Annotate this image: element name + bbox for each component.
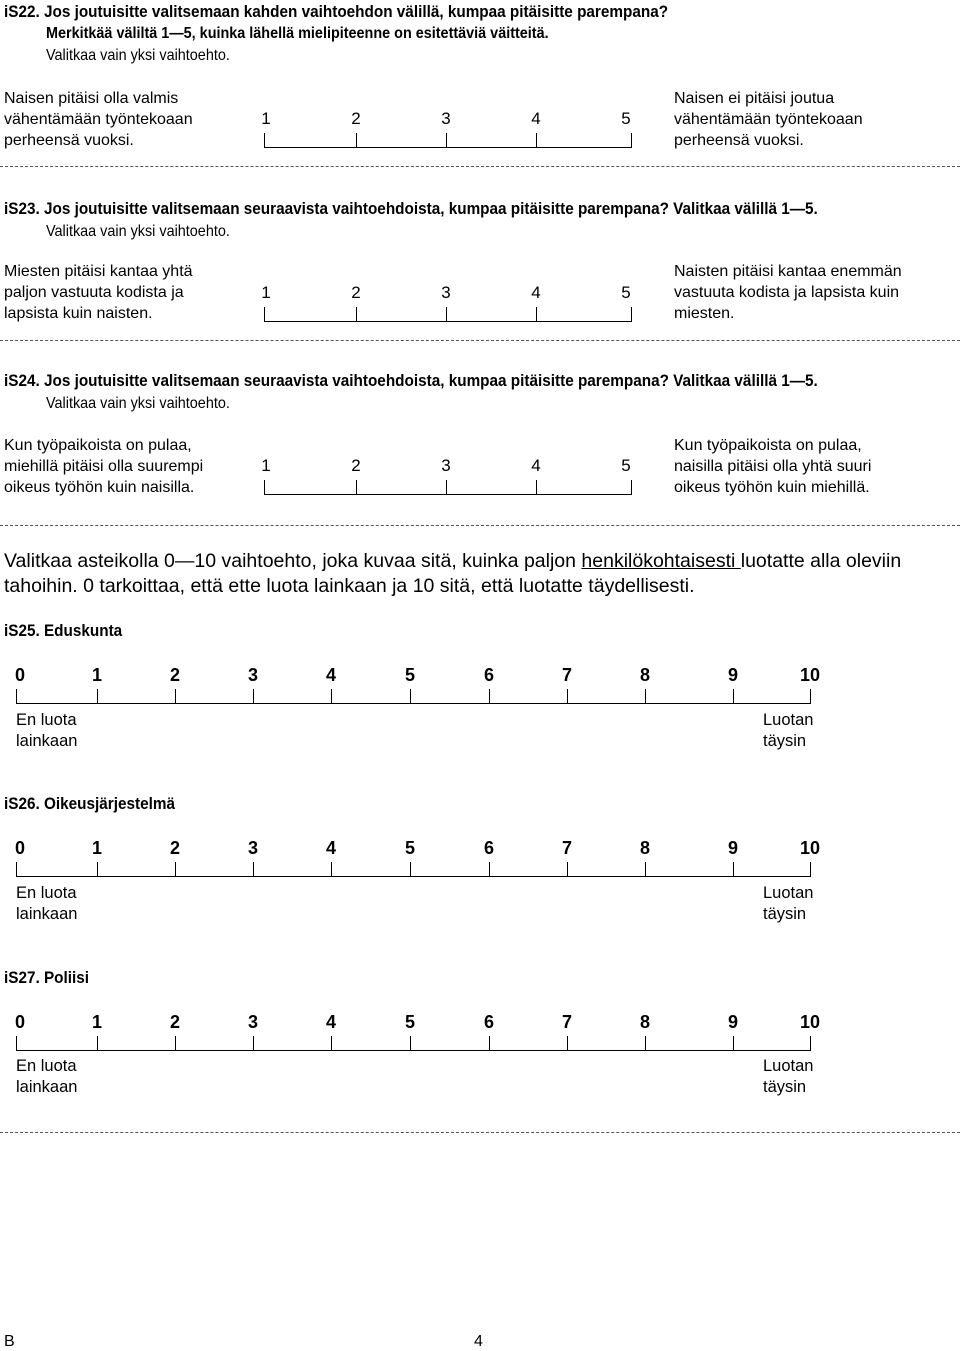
is23-tick [536,307,537,322]
is22-tick [536,133,537,148]
is27-tick [489,1036,490,1051]
is26-high-label: Luotan täysin [763,884,814,923]
is27-low-label: En luota lainkaan [16,1057,78,1096]
is26-option-7[interactable]: 7 [561,838,572,858]
is26-tick [175,862,176,877]
section-divider [0,166,960,167]
is26-tick [97,862,98,877]
question-is26-heading: iS26. Oikeusjärjestelmä [4,794,175,813]
is25-option-6[interactable]: 6 [483,665,494,685]
is27-option-9[interactable]: 9 [727,1012,738,1032]
is23-option-4[interactable]: 4 [531,283,541,302]
is26-tick [733,862,734,877]
is23-option-1[interactable]: 1 [261,283,271,302]
is27-high-label: Luotan täysin [763,1057,814,1096]
question-is24-note: Valitkaa vain yksi vaihtoehto. [46,395,230,412]
is26-tick [810,862,811,877]
section-divider [0,340,960,341]
is24-tick [446,480,447,495]
is25-option-3[interactable]: 3 [247,665,258,685]
section-divider [0,525,960,526]
is25-option-8[interactable]: 8 [639,665,650,685]
is24-scale-line [264,494,632,495]
question-is22-heading: iS22. Jos joutuisitte valitsemaan kahden vaihtoehdon välillä, kumpaa pitäisitte parempana? [4,2,669,21]
is27-tick [410,1036,411,1051]
is22-right-statement: Naisen ei pitäisi joutua vähentämään työntekoaan perheensä vuoksi. [674,90,863,149]
is27-tick [810,1036,811,1051]
is26-option-6[interactable]: 6 [483,838,494,858]
is23-tick [446,307,447,322]
is26-option-8[interactable]: 8 [639,838,650,858]
trust-instructions: Valitkaa asteikolla 0—10 vaihtoehto, joka kuvaa sitä, kuinka paljon henkilökohtaisesti luotatte alla oleviin tahoihin. 0 tarkoittaa, että ette luota lainkaan ja 10 sitä, että luotatte täydellisesti. [4,550,902,597]
is23-left-statement: Miesten pitäisi kantaa yhtä paljon vastuuta kodista ja lapsista kuin naisten. [4,263,193,322]
is22-option-4[interactable]: 4 [531,109,541,128]
is23-right-statement: Naisten pitäisi kantaa enemmän vastuuta kodista ja lapsista kuin miesten. [674,263,902,322]
is24-option-5[interactable]: 5 [621,456,631,475]
is24-option-3[interactable]: 3 [441,456,451,475]
is27-tick [645,1036,646,1051]
is25-scale-line [16,703,810,704]
is23-option-2[interactable]: 2 [351,283,361,302]
is24-option-4[interactable]: 4 [531,456,541,475]
is27-tick [331,1036,332,1051]
is22-left-statement: Naisen pitäisi olla valmis vähentämään työntekoaan perheensä vuoksi. [4,90,193,149]
is27-option-6[interactable]: 6 [483,1012,494,1032]
is23-scale-line [264,321,632,322]
is24-tick [536,480,537,495]
is27-option-4[interactable]: 4 [325,1012,336,1032]
is23-tick [264,307,265,322]
is25-option-0[interactable]: 0 [14,665,25,685]
is23-scale[interactable] [250,283,645,323]
question-is27-heading: iS27. Poliisi [4,968,90,987]
is25-option-1[interactable]: 1 [91,665,102,685]
is24-tick [356,480,357,495]
question-is25-heading: iS25. Eduskunta [4,621,123,640]
is22-tick [631,133,632,148]
is22-tick [446,133,447,148]
is25-tick [567,689,568,704]
question-is23-heading: iS23. Jos joutuisitte valitsemaan seuraavista vaihtoehdoista, kumpaa pitäisitte parempana? Valitkaa välillä 1—5. [4,199,818,218]
is24-scale[interactable] [250,456,645,496]
is26-low-label: En luota lainkaan [16,884,78,923]
is22-scale-line [264,147,632,148]
is26-option-5[interactable]: 5 [404,838,415,858]
is22-option-5[interactable]: 5 [621,109,631,128]
is25-low-label: En luota lainkaan [16,711,78,750]
is25-option-7[interactable]: 7 [561,665,572,685]
is26-trust-scale[interactable] [0,838,960,878]
is24-tick [264,480,265,495]
is27-scale-line [16,1050,810,1051]
is23-option-3[interactable]: 3 [441,283,451,302]
footer-form-code: B [4,1333,15,1350]
is24-right-statement: Kun työpaikoista on pulaa, naisilla pitäisi olla yhtä suuri oikeus työhön kuin miehillä. [674,437,872,496]
is27-option-0[interactable]: 0 [14,1012,25,1032]
is22-tick [356,133,357,148]
is27-option-2[interactable]: 2 [169,1012,180,1032]
is25-option-10[interactable]: 10 [799,665,821,685]
is26-tick [567,862,568,877]
section-divider [0,1132,960,1133]
is23-tick [356,307,357,322]
is26-option-3[interactable]: 3 [247,838,258,858]
is22-tick [264,133,265,148]
is25-high-label: Luotan täysin [763,711,814,750]
is23-option-5[interactable]: 5 [621,283,631,302]
is22-scale[interactable] [250,109,645,149]
is26-tick [489,862,490,877]
is26-tick [645,862,646,877]
is26-tick [16,862,17,877]
is26-option-2[interactable]: 2 [169,838,180,858]
is27-tick [733,1036,734,1051]
is25-option-9[interactable]: 9 [727,665,738,685]
is25-tick [331,689,332,704]
is25-tick [810,689,811,704]
is25-tick [645,689,646,704]
is23-tick [631,307,632,322]
is24-option-1[interactable]: 1 [261,456,271,475]
is26-option-1[interactable]: 1 [91,838,102,858]
is27-option-1[interactable]: 1 [91,1012,102,1032]
is27-tick [567,1036,568,1051]
is26-option-10[interactable]: 10 [799,838,821,858]
is27-tick [175,1036,176,1051]
is25-tick [97,689,98,704]
is26-option-9[interactable]: 9 [727,838,738,858]
is25-trust-scale[interactable] [0,665,960,705]
is25-option-2[interactable]: 2 [169,665,180,685]
is22-option-1[interactable]: 1 [261,109,271,128]
is22-option-3[interactable]: 3 [441,109,451,128]
is27-option-8[interactable]: 8 [639,1012,650,1032]
is25-option-5[interactable]: 5 [404,665,415,685]
is27-trust-scale[interactable] [0,1012,960,1052]
is25-tick [16,689,17,704]
is27-option-10[interactable]: 10 [799,1012,821,1032]
is26-option-4[interactable]: 4 [325,838,336,858]
is27-tick [253,1036,254,1051]
is24-tick [631,480,632,495]
is26-scale-line [16,876,810,877]
question-is23-note: Valitkaa vain yksi vaihtoehto. [46,223,230,240]
question-is22-instruction: Merkitkää väliltä 1—5, kuinka lähellä mielipiteenne on esitettäviä väitteitä. [46,25,549,42]
is26-tick [410,862,411,877]
is24-left-statement: Kun työpaikoista on pulaa, miehillä pitäisi olla suurempi oikeus työhön kuin naisilla. [4,437,204,496]
is27-option-7[interactable]: 7 [561,1012,572,1032]
question-is24-heading: iS24. Jos joutuisitte valitsemaan seuraavista vaihtoehdoista, kumpaa pitäisitte parempana? Valitkaa välillä 1—5. [4,371,818,390]
is27-tick [97,1036,98,1051]
is26-tick [331,862,332,877]
is25-tick [175,689,176,704]
is24-option-2[interactable]: 2 [351,456,361,475]
is22-option-2[interactable]: 2 [351,109,361,128]
is27-option-3[interactable]: 3 [247,1012,258,1032]
question-is22-note: Valitkaa vain yksi vaihtoehto. [46,47,230,64]
is25-tick [410,689,411,704]
is27-option-5[interactable]: 5 [404,1012,415,1032]
is25-option-4[interactable]: 4 [325,665,336,685]
is26-tick [253,862,254,877]
page-number: 4 [474,1333,483,1350]
is25-tick [733,689,734,704]
is25-tick [489,689,490,704]
is27-tick [16,1036,17,1051]
is26-option-0[interactable]: 0 [14,838,25,858]
is25-tick [253,689,254,704]
